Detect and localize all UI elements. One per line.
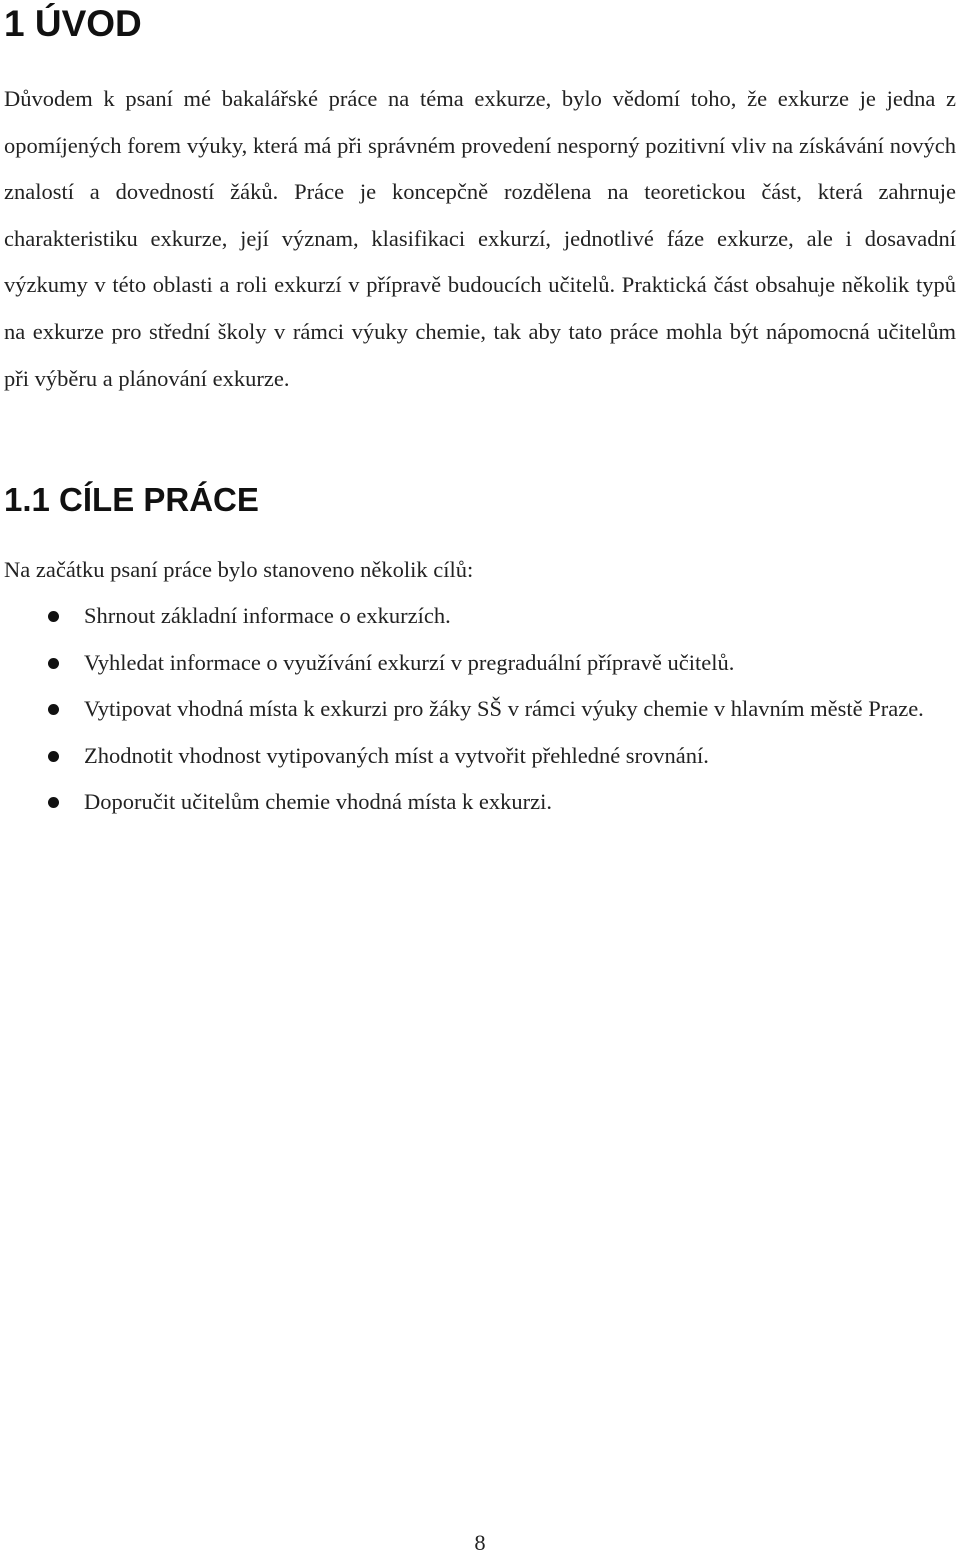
list-item-text: Doporučit učitelům chemie vhodná místa k exkurzi. xyxy=(84,789,552,815)
list-item xyxy=(0,640,956,687)
bullet-icon xyxy=(48,751,59,762)
goals-intro: Na začátku psaní práce bylo stanoveno několik cílů: xyxy=(4,557,474,582)
bullet-icon xyxy=(48,611,59,622)
list-item xyxy=(0,686,956,733)
goals-list xyxy=(0,593,956,826)
bullet-icon xyxy=(48,797,59,808)
bullet-icon xyxy=(48,704,59,715)
list-item-text: Vyhledat informace o využívání exkurzí v pregraduální přípravě učitelů. xyxy=(84,649,735,675)
list-item-text: Shrnout základní informace o exkurzích. xyxy=(84,603,451,628)
list-item-text: Zhodnotit vhodnost vytipovaných míst a vytvořit přehledné srovnání. xyxy=(84,742,709,768)
list-item xyxy=(0,593,956,640)
list-item-text: Vytipovat vhodná místa k exkurzi pro žáky SŠ v rámci výuky chemie v hlavním městě Praze. xyxy=(84,696,924,722)
list-item xyxy=(0,779,956,826)
chapter-title: 1 ÚVOD xyxy=(4,3,142,44)
page-number: 8 xyxy=(474,1530,486,1555)
intro-paragraph: Důvodem k psaní mé bakalářské práce na téma exkurze, bylo vědomí toho, že exkurze je jedna z opomíjených forem výuky, která má při správném provedení nesporný pozitivní vliv na získávání nových znalostí a dovedností žáků. Práce je koncepčně rozdělena na teoretickou část, která zahrnuje charakteristiku exkurze, její význam, klasifikaci exkurzí, jednotlivé fáze exkurze, ale i dosavadní výzkumy v této oblasti a roli exkurzí v přípravě budoucích učitelů. Praktická část obsahuje několik typů na exkurze pro střední školy v rámci výuky chemie, tak aby tato práce mohla být nápomocná učitelům při výběru a plánování exkurze. xyxy=(4,86,956,391)
bullet-icon xyxy=(48,658,59,669)
list-item xyxy=(0,733,956,780)
section-title: 1.1 CÍLE PRÁCE xyxy=(4,481,259,518)
